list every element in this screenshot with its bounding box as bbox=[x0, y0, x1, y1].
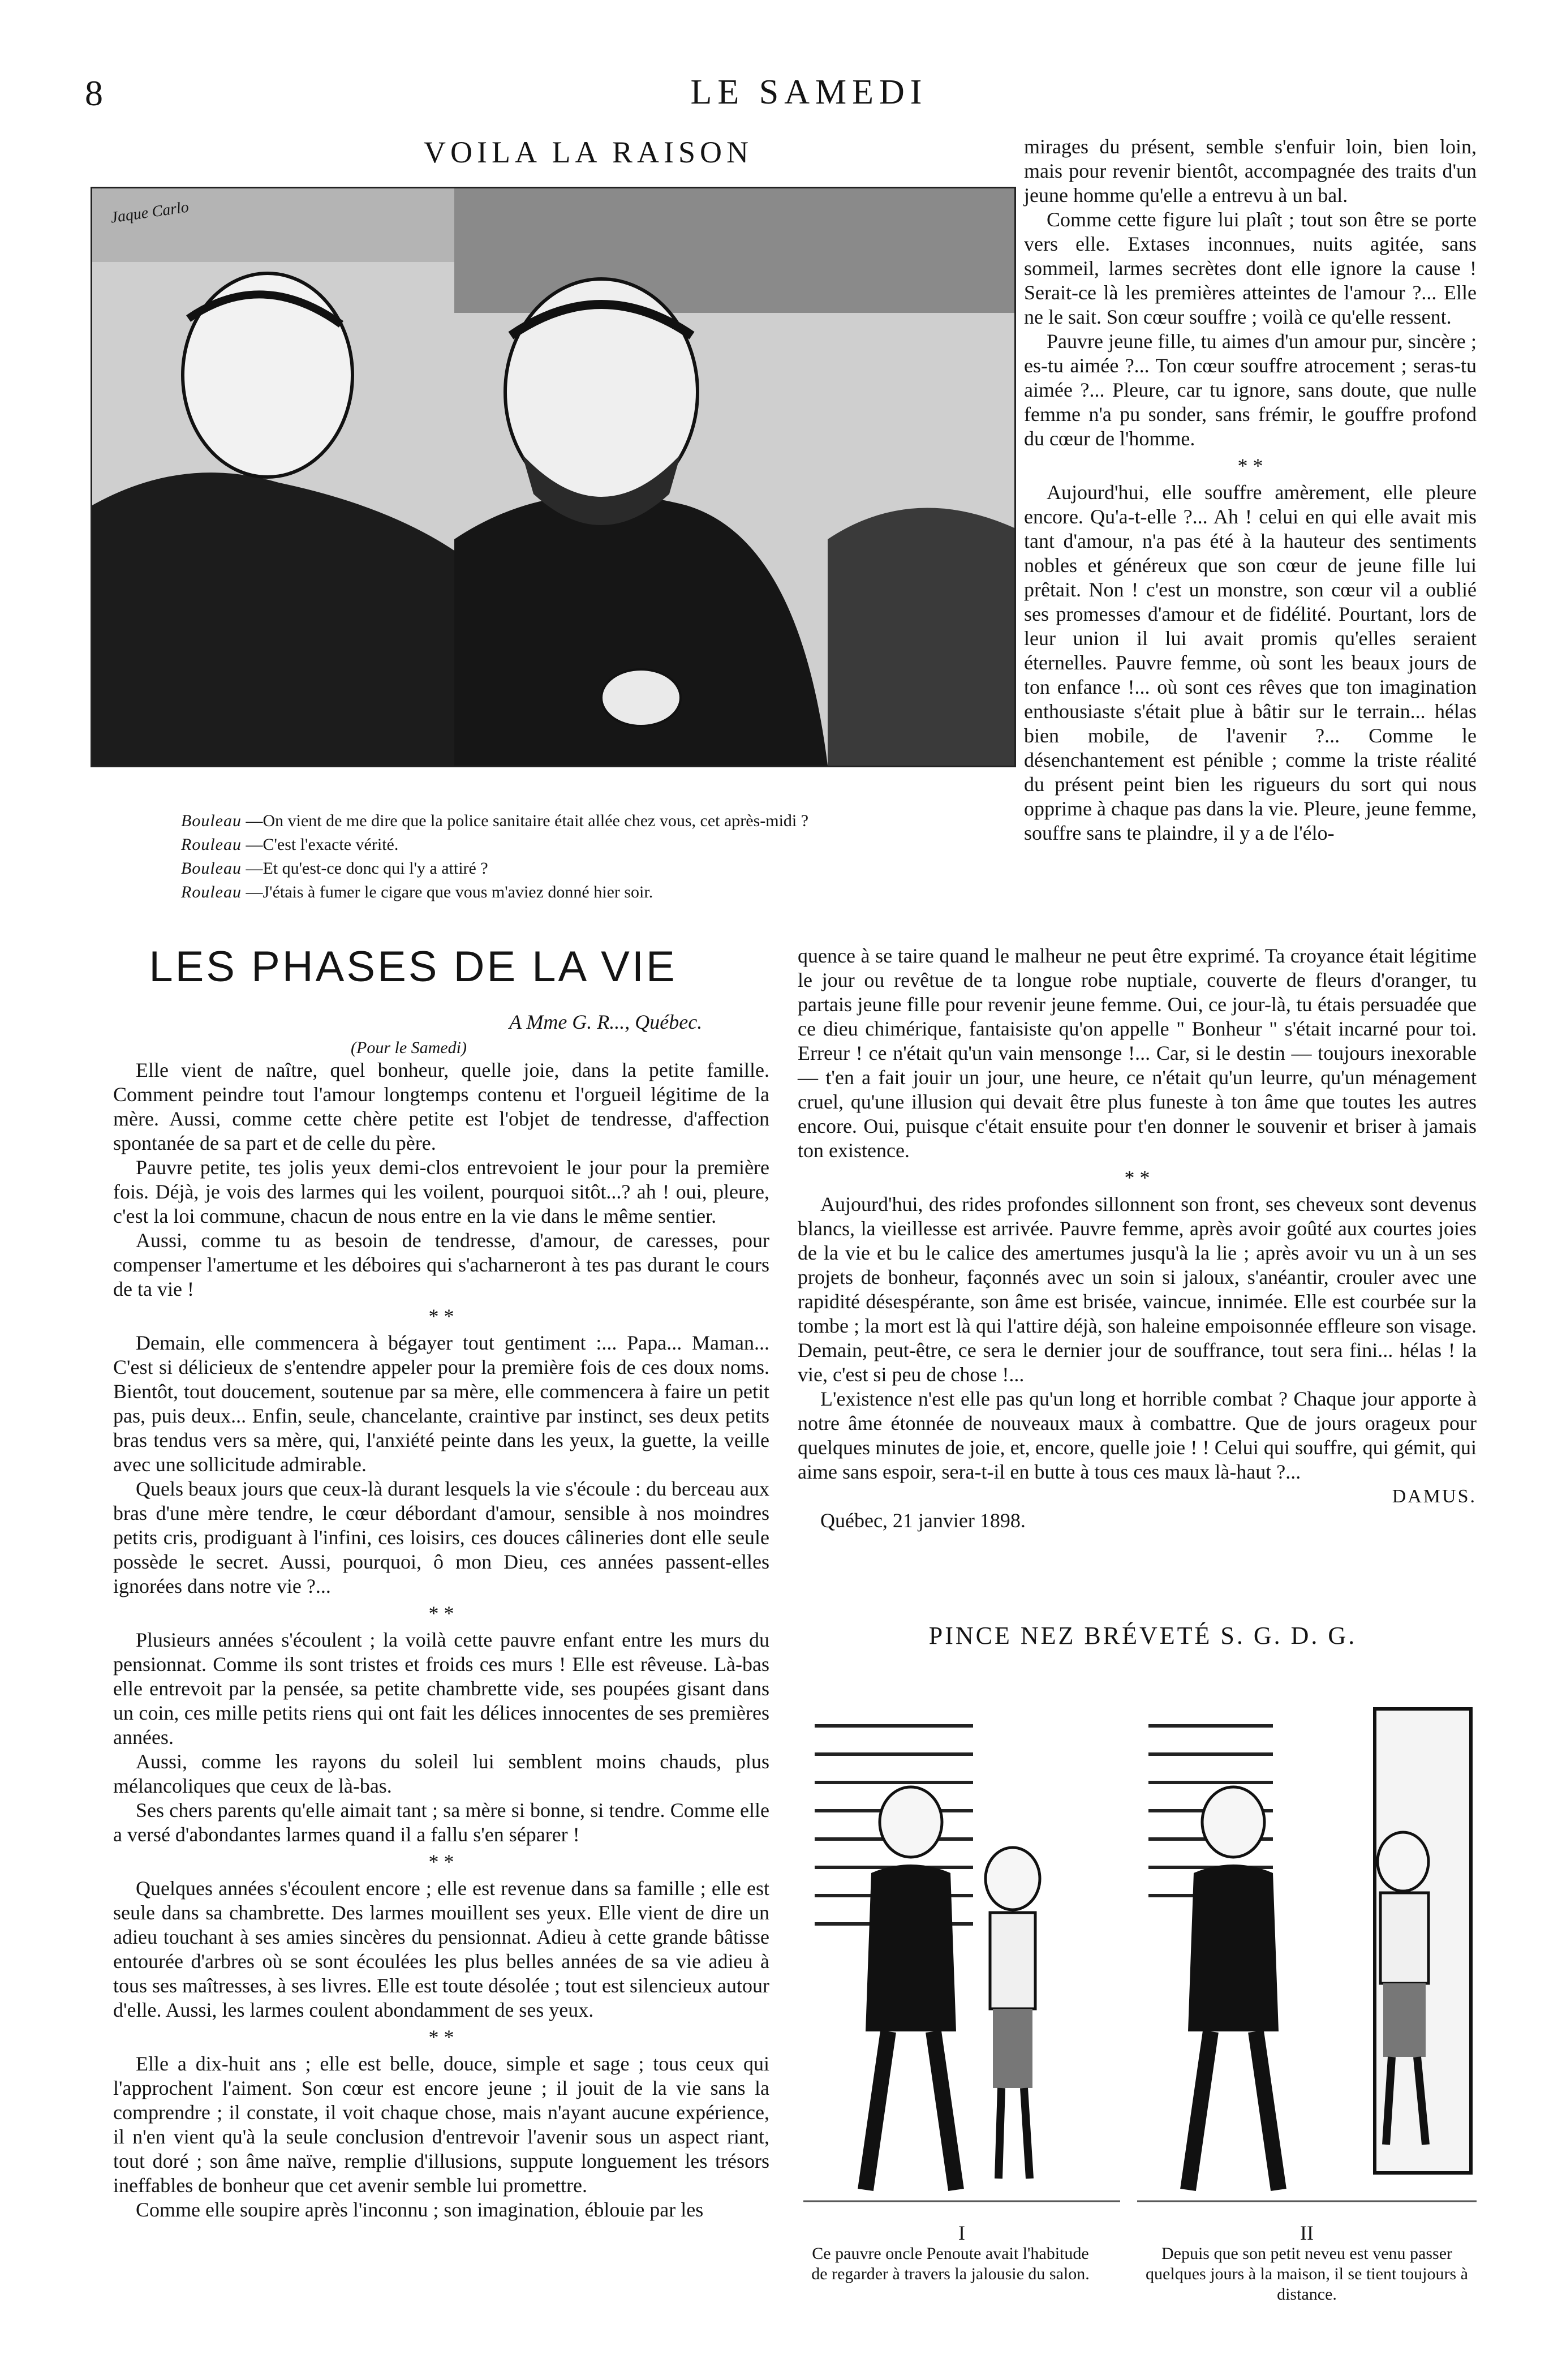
cartoon-dialogue bbox=[181, 809, 984, 904]
cartoon-panel-1 bbox=[803, 1692, 1120, 2229]
dialogue-text: —On vient de me dire que la police sanitaire était allée chez vous, cet après-midi ? bbox=[246, 811, 809, 830]
article-source: (Pour le Samedi) bbox=[351, 1038, 467, 1057]
paragraph: Plusieurs années s'écoulent ; la voilà cette pauvre enfant entre les murs du pensionnat. Comme ils sont tristes et froids ces murs ! Elle est rêveuse. Là-bas elle entrevoit par la pensée, sa petite chambrette vide, ses poupées gisant dans un coin, ces mille petits riens qui ont fait les délices innocentes de ses premières années. bbox=[113, 1629, 769, 1749]
article-right-column-wide bbox=[798, 944, 1477, 1533]
dialogue-text: —J'étais à fumer le cigare que vous m'aviez donné hier soir. bbox=[246, 883, 653, 901]
dialogue-text: —Et qu'est-ce donc qui l'y a attiré ? bbox=[246, 859, 488, 878]
panel-2-caption: Depuis que son petit neveu est venu passer quelques jours à la maison, il se tient toujours à distance. bbox=[1146, 2244, 1468, 2304]
section-separator: * * bbox=[428, 1602, 454, 1625]
cartoon-drawing bbox=[92, 188, 1014, 766]
paragraph: quence à se taire quand le malheur ne peut être exprimé. Ta croyance était légitime le jour ou revêtue de ta longue robe nuptiale, couverte de fleurs d'oranger, tu partais jeune fille pour revenir jeune femme. Oui, ce jour-là, tu étais persuadée que ce dieu chimérique, fantaisiste qu'on appelle " Bonheur " s'était incarné pour toi. Erreur ! ce n'était qu'un vain mensonge !... Car, si le destin — toujours inexorable — t'en a fait jouir un jour, une heure, ce n'était qu'un leurre, qu'un ménagement cruel, qu'une illusion qui devait être plus funeste à ton âme que toutes les autres encore. Oui, puisque c'était ensuite pour t'en donner le souvenir et briser à jamais ton existence. bbox=[798, 944, 1477, 1162]
section-separator: * * bbox=[428, 1850, 454, 1873]
paragraph: Pauvre petite, tes jolis yeux demi-clos entrevoient le jour pour la première fois. Déjà, je vois des larmes qui les voilent, pourquoi sitôt...? ah ! oui, pleure, c'est la loi commune, chacun de nous entre en la vie dans le même sentier. bbox=[113, 1156, 769, 1227]
speaker-name: Bouleau bbox=[181, 811, 242, 830]
paragraph: Aujourd'hui, elle souffre amèrement, elle pleure encore. Qu'a-t-elle ?... Ah ! celui en qui elle avait mis tant d'amour, n'a pas été à la hauteur des sentiments nobles et généreux que son cœur de jeune fille lui prêtait. Non ! c'est un monstre, son cœur vil a oublié ses promesses d'amour et de fidélité. Pourtant, lors de leur union il lui avait promis qu'elles seraient éternelles. Pauvre femme, où sont les beaux jours de ton enfance !... où sont ces rêves que ton imagination enthousiaste s'était plue à bâtir sur le terrain... hélas bien mobile, de l'avenir ?... Comme le désenchantement est pénible ; comme la triste réalité du présent peint bien les rigueurs du sort qui nous opprime à chaque pas dans la vie. Pleure, jeune femme, souffre sans te plaindre, il y a de l'élo- bbox=[1024, 481, 1477, 844]
panel-1-drawing bbox=[803, 1692, 1120, 2229]
article-left-column bbox=[113, 1058, 769, 2222]
section-separator: * * bbox=[428, 1305, 454, 1328]
paragraph: Comme elle soupire après l'inconnu ; son imagination, éblouie par les bbox=[136, 2198, 704, 2221]
cartoon-panel-2 bbox=[1137, 1692, 1477, 2229]
paragraph: Comme cette figure lui plaît ; tout son être se porte vers elle. Extases inconnues, nuits agitée, sans sommeil, larmes secrètes dont elle ignore la cause ! Serait-ce là les premières atteintes de l'amour ?... Elle ne le sait. Son cœur souffre ; voilà ce qu'elle ressent. bbox=[1024, 208, 1477, 328]
panel-2-drawing bbox=[1137, 1692, 1477, 2229]
panel-2-number: II bbox=[1300, 2222, 1314, 2244]
cartoon-illustration bbox=[91, 187, 1016, 767]
section-separator: * * bbox=[1124, 1166, 1150, 1189]
paragraph: Elle a dix-huit ans ; elle est belle, douce, simple et sage ; tous ceux qui l'approchent l'aiment. Son cœur est encore jeune ; il jouit de la vie sans la comprendre ; il constate, il voit chaque chose, mais n'ayant aucune expérience, il n'en vient qu'à la seule conclusion d'entrevoir l'avenir sous un aspect riant, tout doré ; son âme naïve, remplie d'illusions, suppute longuement les trésors ineffables de bonheur que cet avenir semble lui promettre. bbox=[113, 2052, 769, 2197]
masthead: LE SAMEDI bbox=[690, 73, 928, 111]
panel-1-number: I bbox=[958, 2222, 965, 2244]
panel-1-caption: Ce pauvre oncle Penoute avait l'habitude de regarder à travers la jalousie du salon. bbox=[811, 2244, 1090, 2283]
dialogue-text: —C'est l'exacte vérité. bbox=[246, 835, 399, 854]
article-title: LES PHASES DE LA VIE bbox=[149, 943, 677, 991]
section-separator: * * bbox=[1237, 454, 1263, 477]
artist-signature: Jaque Carlo bbox=[109, 198, 190, 227]
section-separator: * * bbox=[428, 2026, 454, 2048]
paragraph: Aussi, comme tu as besoin de tendresse, d'amour, de caresses, pour compenser l'amertume et les déboires qui s'acharneront à tes pas durant le cours de ta vie ! bbox=[113, 1229, 769, 1300]
dialogue-line bbox=[181, 857, 984, 880]
paragraph: Ses chers parents qu'elle aimait tant ; sa mère si bonne, si tendre. Comme elle a versé d'abondantes larmes quand il a fallu s'en séparer ! bbox=[113, 1799, 769, 1846]
cartoon-title: VOILA LA RAISON bbox=[423, 135, 753, 169]
article-dedication: A Mme G. R..., Québec. bbox=[509, 1011, 703, 1033]
paragraph: Quels beaux jours que ceux-là durant lesquels la vie s'écoule : du berceau aux bras d'une mère tendre, le cœur débordant d'amour, sensible à nos moindres petits cris, prodiguant à l'infini, ces loisirs, ces douces câlineries dont elle seule possède le secret. Aussi, pourquoi, ô mon Dieu, ces années passent-elles ignorées dans notre vie ?... bbox=[113, 1477, 769, 1597]
article-right-column-top bbox=[1024, 135, 1477, 845]
speaker-name: Bouleau bbox=[181, 859, 242, 878]
paragraph: Quelques années s'écoulent encore ; elle est revenue dans sa famille ; elle est seule dans sa chambrette. Des larmes mouillent ses yeux. Elle vient de dire un adieu touchant à ses amies sincères du pensionnat. Adieu à cette grande bâtisse entourée d'arbres où se sont écoulées les plus belles années de sa vie adieu à tous ses maîtresses, à ses livres. Elle est toute désolée ; tout est silencieux autour d'elle. Aussi, les larmes coulent abondamment de ses yeux. bbox=[113, 1877, 769, 2021]
speaker-name: Rouleau bbox=[181, 835, 242, 854]
paragraph: Aussi, comme les rayons du soleil lui semblent moins chauds, plus mélancoliques que ceux de là-bas. bbox=[113, 1750, 769, 1797]
page-number: 8 bbox=[85, 73, 103, 113]
dialogue-line bbox=[181, 809, 984, 833]
paragraph: mirages du présent, semble s'enfuir loin, bien loin, mais pour revenir bientôt, accompagnée des traits d'un jeune homme qu'elle a entrevu à un bal. bbox=[1024, 135, 1477, 207]
speaker-name: Rouleau bbox=[181, 883, 242, 901]
pince-nez-title: PINCE NEZ BRÉVETÉ S. G. D. G. bbox=[928, 1622, 1357, 1649]
paragraph: L'existence n'est elle pas qu'un long et horrible combat ? Chaque jour apporte à notre âme étonnée de nouveaux maux à combattre. Que de jours orageux pour quelques minutes de joie, et, encore, quelle joie ! ! Celui qui souffre, qui gémit, qui aime sans espoir, sera-t-il en butte à tous ces maux là-haut ?... bbox=[798, 1387, 1477, 1483]
article-dateline: Québec, 21 janvier 1898. bbox=[820, 1509, 1026, 1532]
article-signature: DAMUS. bbox=[1392, 1486, 1477, 1507]
paragraph: Elle vient de naître, quel bonheur, quelle joie, dans la petite famille. Comment peindre tout l'amour longtemps contenu et l'orgueil légitime de la mère. Aussi, comme cette chère petite est l'objet de tendresse, d'affection spontanée de sa part et de celle du père. bbox=[113, 1059, 769, 1154]
dialogue-line bbox=[181, 880, 984, 904]
paragraph: Pauvre jeune fille, tu aimes d'un amour pur, sincère ; es-tu aimée ?... Ton cœur souffre atrocement ; seras-tu aimée ?... Pleure, car tu ignore, sans doute, que nulle femme n'a pu sonder, sans frémir, le gouffre profond du cœur de l'homme. bbox=[1024, 330, 1477, 450]
paragraph: Demain, elle commencera à bégayer tout gentiment :... Papa... Maman... C'est si délicieux de s'entendre appeler pour la première fois de ces doux noms. Bientôt, tout doucement, soutenue par sa mère, elle commencera à faire un petit pas, puis deux... Enfin, seule, chancelante, craintive par instinct, ses deux petits bras tendus vers sa mère, qui, l'anxiété peinte dans les yeux, la guette, la veille avec une sollicitude admirable. bbox=[113, 1331, 769, 1476]
paragraph: Aujourd'hui, des rides profondes sillonnent son front, ses cheveux sont devenus blancs, la vieillesse est arrivée. Pauvre femme, après avoir goûté aux courtes joies de la vie et bu le calice des amertumes jusqu'à la lie ; après avoir vu un à un ses projets de bonheur, façonnés avec un soin si jaloux, s'anéantir, crouler avec une rapidité désespérante, son âme est brisée, vaincue, innimée. Elle est courbée sur la tombe ; la mort est là qui l'attire déjà, son haleine empoisonnée effleure son visage. Demain, peut-être, ce sera le dernier jour de souffrance, tout sera fini... hélas ! la vie, c'est si peu de chose !... bbox=[798, 1193, 1477, 1386]
dialogue-line bbox=[181, 833, 984, 857]
